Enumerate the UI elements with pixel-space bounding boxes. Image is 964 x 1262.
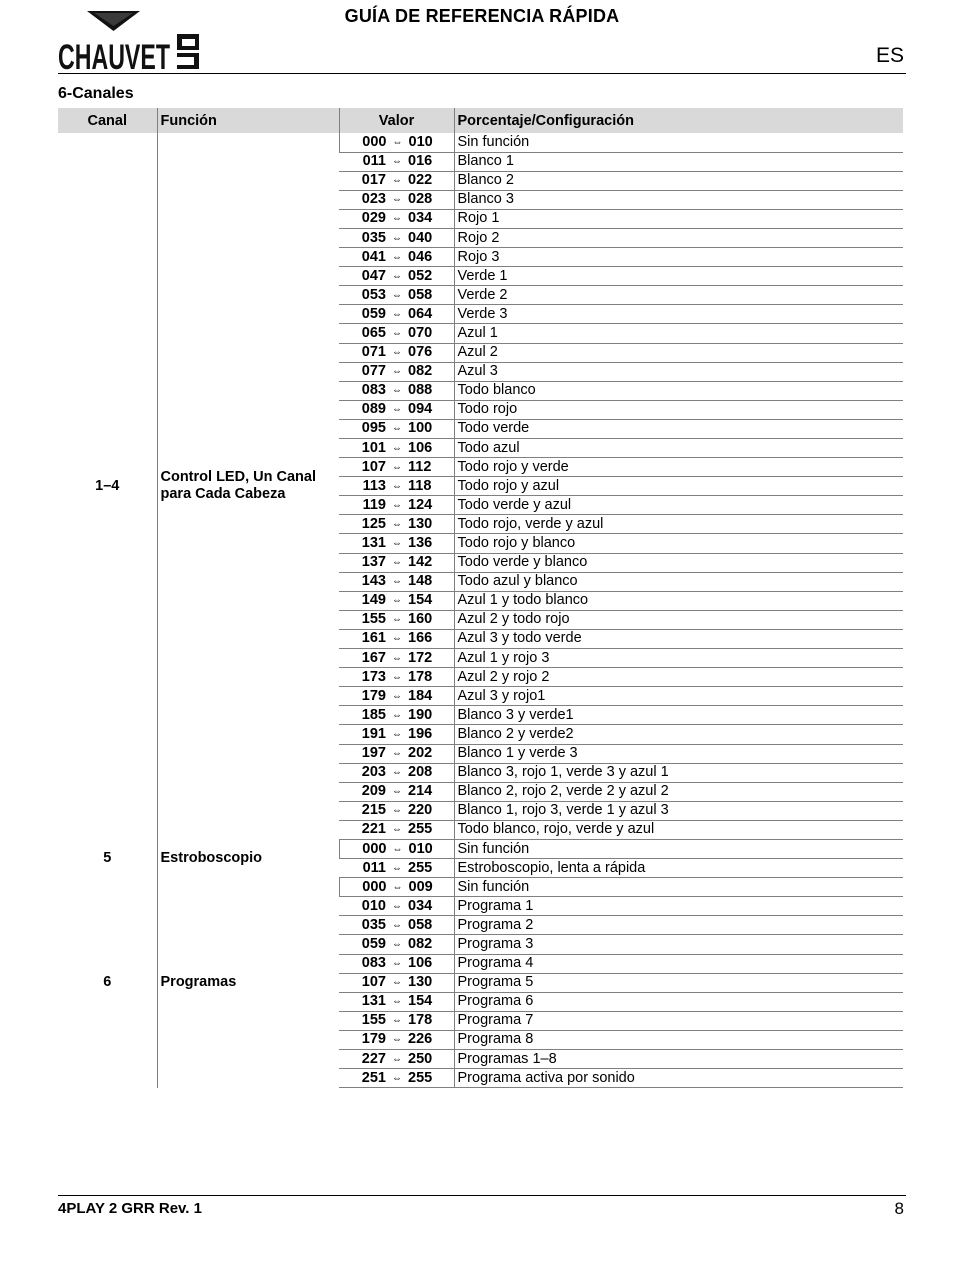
- range-end: 106: [408, 955, 433, 972]
- range-end: 052: [408, 267, 433, 284]
- value-range-cell: [339, 171, 454, 190]
- range-start: 059: [361, 305, 386, 322]
- setting-cell: Programa 6: [454, 992, 903, 1011]
- setting-cell: Estroboscopio, lenta a rápida: [454, 859, 903, 878]
- double-arrow-icon: ⇔: [392, 251, 402, 263]
- value-range-cell: [339, 324, 454, 343]
- range-start: 179: [361, 687, 386, 704]
- footer-divider: [58, 1195, 906, 1196]
- range-end: 178: [408, 1012, 433, 1029]
- range-start: 095: [361, 420, 386, 437]
- range-start: 167: [361, 649, 386, 666]
- range-start: 041: [361, 248, 386, 265]
- range-end: 058: [408, 286, 433, 303]
- range-start: 107: [361, 974, 386, 991]
- setting-cell: Todo verde y azul: [454, 496, 903, 515]
- setting-cell: Blanco 3, rojo 1, verde 3 y azul 1: [454, 763, 903, 782]
- header-funcion: Función: [157, 108, 339, 133]
- value-range-cell: [339, 687, 454, 706]
- range-end: 046: [408, 248, 433, 265]
- double-arrow-icon: ⇔: [392, 194, 402, 206]
- range-start: 107: [361, 458, 386, 475]
- table-row: [58, 878, 903, 897]
- dmx-channel-table: [58, 108, 903, 1088]
- setting-cell: Blanco 3 y verde1: [454, 706, 903, 725]
- range-end: 058: [408, 916, 433, 933]
- value-range-cell: [339, 591, 454, 610]
- setting-cell: Todo blanco: [454, 381, 903, 400]
- value-range-cell: [339, 572, 454, 591]
- setting-cell: Programa 4: [454, 954, 903, 973]
- setting-cell: Azul 3 y todo verde: [454, 629, 903, 648]
- double-arrow-icon: ⇔: [392, 156, 402, 168]
- setting-cell: Todo rojo y verde: [454, 458, 903, 477]
- setting-cell: Verde 2: [454, 286, 903, 305]
- setting-cell: Todo verde y blanco: [454, 553, 903, 572]
- table-row: [58, 839, 903, 858]
- range-end: 088: [408, 382, 433, 399]
- value-range-cell: [339, 1050, 454, 1069]
- range-end: 208: [408, 764, 433, 781]
- range-end: 255: [408, 1069, 433, 1086]
- language-code: ES: [875, 44, 904, 67]
- range-end: 184: [408, 687, 433, 704]
- table-row: [58, 133, 903, 152]
- range-end: 082: [408, 363, 433, 380]
- double-arrow-icon: ⇔: [392, 327, 402, 339]
- range-end: 034: [408, 210, 433, 227]
- range-end: 082: [408, 935, 433, 952]
- double-arrow-icon: ⇔: [392, 1053, 402, 1065]
- range-start: 191: [361, 725, 386, 742]
- page-number: 8: [894, 1199, 904, 1218]
- setting-cell: Sin función: [454, 839, 903, 858]
- double-arrow-icon: ⇔: [392, 366, 402, 378]
- double-arrow-icon: ⇔: [392, 652, 402, 664]
- double-arrow-icon: ⇔: [392, 958, 402, 970]
- double-arrow-icon: ⇔: [392, 480, 402, 492]
- double-arrow-icon: ⇔: [392, 175, 402, 187]
- double-arrow-icon: ⇔: [392, 690, 402, 702]
- double-arrow-icon: ⇔: [392, 289, 402, 301]
- double-arrow-icon: ⇔: [392, 767, 402, 779]
- double-arrow-icon: ⇔: [392, 232, 402, 244]
- range-start: 077: [361, 363, 386, 380]
- double-arrow-icon: ⇔: [392, 862, 402, 874]
- value-range-cell: [339, 935, 454, 954]
- range-end: 070: [408, 324, 433, 341]
- setting-cell: Azul 2: [454, 343, 903, 362]
- range-start: 137: [361, 554, 386, 571]
- value-range-cell: [339, 668, 454, 687]
- double-arrow-icon: ⇔: [392, 709, 402, 721]
- double-arrow-icon: ⇔: [392, 213, 402, 225]
- header-canal: Canal: [58, 108, 157, 133]
- table-body: [58, 133, 903, 1088]
- range-start: 179: [361, 1031, 386, 1048]
- setting-cell: Blanco 1, rojo 3, verde 1 y azul 3: [454, 801, 903, 820]
- value-range-cell: [339, 649, 454, 668]
- setting-cell: Azul 2 y rojo 2: [454, 668, 903, 687]
- value-range-cell: [339, 763, 454, 782]
- value-range-cell: [339, 782, 454, 801]
- range-end: 214: [408, 783, 433, 800]
- header-divider: [58, 73, 906, 74]
- range-start: 209: [361, 783, 386, 800]
- double-arrow-icon: ⇔: [392, 385, 402, 397]
- setting-cell: Azul 1: [454, 324, 903, 343]
- channel-cell: 6: [103, 974, 112, 991]
- range-end: 028: [408, 191, 433, 208]
- range-end: 148: [408, 573, 433, 590]
- range-start: 047: [361, 267, 386, 284]
- setting-cell: Programa 1: [454, 897, 903, 916]
- setting-cell: Verde 1: [454, 267, 903, 286]
- range-start: 221: [361, 821, 386, 838]
- double-arrow-icon: ⇔: [392, 748, 402, 760]
- range-start: 071: [361, 344, 386, 361]
- range-end: 196: [408, 725, 433, 742]
- range-start: 161: [361, 630, 386, 647]
- value-range-cell: [339, 859, 454, 878]
- value-range-cell: [339, 801, 454, 820]
- double-arrow-icon: ⇔: [392, 919, 402, 931]
- range-end: 220: [408, 802, 433, 819]
- setting-cell: Blanco 1: [454, 152, 903, 171]
- range-end: 022: [408, 172, 433, 189]
- range-start: 023: [361, 191, 386, 208]
- range-start: 059: [361, 935, 386, 952]
- double-arrow-icon: ⇔: [392, 423, 402, 435]
- range-start: 113: [362, 477, 386, 494]
- value-range-cell: [339, 1030, 454, 1049]
- function-cell: Control LED, Un Canal para Cada Cabeza: [157, 133, 339, 839]
- setting-cell: Todo verde: [454, 419, 903, 438]
- range-start: 010: [361, 897, 386, 914]
- range-end: 100: [408, 420, 433, 437]
- setting-cell: Programas 1–8: [454, 1050, 903, 1069]
- setting-cell: Azul 1 y rojo 3: [454, 649, 903, 668]
- value-range-cell: [339, 1011, 454, 1030]
- setting-cell: Blanco 1 y verde 3: [454, 744, 903, 763]
- value-range-cell: [339, 439, 454, 458]
- setting-cell: Rojo 1: [454, 209, 903, 228]
- range-end: 160: [408, 611, 433, 628]
- double-arrow-icon: ⇔: [392, 671, 402, 683]
- range-end: 255: [408, 859, 433, 876]
- range-end: 255: [408, 821, 433, 838]
- range-end: 118: [408, 477, 432, 494]
- setting-cell: Programa activa por sonido: [454, 1069, 903, 1088]
- double-arrow-icon: ⇔: [392, 786, 402, 798]
- setting-cell: Todo blanco, rojo, verde y azul: [454, 820, 903, 839]
- svg-text:CHAUVET: CHAUVET: [58, 38, 170, 77]
- setting-cell: Programa 3: [454, 935, 903, 954]
- range-start: 185: [361, 706, 386, 723]
- channel-cell: 5: [103, 850, 112, 867]
- setting-cell: Programa 5: [454, 973, 903, 992]
- double-arrow-icon: ⇔: [392, 977, 402, 989]
- document-id: 4PLAY 2 GRR Rev. 1: [58, 1200, 202, 1217]
- value-range-cell: [339, 343, 454, 362]
- range-end: 009: [408, 878, 433, 895]
- value-range-cell: [339, 133, 454, 152]
- range-end: 106: [408, 439, 433, 456]
- double-arrow-icon: ⇔: [392, 824, 402, 836]
- function-cell: Programas: [157, 878, 339, 1088]
- setting-cell: Azul 3 y rojo1: [454, 687, 903, 706]
- value-range-cell: [339, 267, 454, 286]
- range-start: 155: [361, 1012, 386, 1029]
- range-end: 154: [408, 592, 433, 609]
- table-header-row: [58, 108, 903, 133]
- double-arrow-icon: ⇔: [392, 1034, 402, 1046]
- value-range-cell: [339, 496, 454, 515]
- range-end: 202: [408, 745, 433, 762]
- value-range-cell: [339, 610, 454, 629]
- value-range-cell: [339, 458, 454, 477]
- value-range-cell: [339, 954, 454, 973]
- range-end: 130: [408, 515, 433, 532]
- range-start: 083: [361, 382, 386, 399]
- double-arrow-icon: ⇔: [392, 805, 402, 817]
- range-start: 197: [361, 745, 386, 762]
- double-arrow-icon: ⇔: [392, 938, 402, 950]
- setting-cell: Azul 2 y todo rojo: [454, 610, 903, 629]
- document-title: GUÍA DE REFERENCIA RÁPIDA: [344, 6, 620, 26]
- value-range-cell: [339, 629, 454, 648]
- range-start: 173: [361, 668, 386, 685]
- value-range-cell: [339, 916, 454, 935]
- value-range-cell: [339, 820, 454, 839]
- double-arrow-icon: ⇔: [392, 595, 402, 607]
- setting-cell: Todo rojo y blanco: [454, 534, 903, 553]
- range-end: 250: [408, 1050, 433, 1067]
- range-start: 000: [362, 133, 387, 150]
- header-porcentaje: Porcentaje/Configuración: [454, 108, 903, 133]
- double-arrow-icon: ⇔: [392, 557, 402, 569]
- setting-cell: Blanco 2 y verde2: [454, 725, 903, 744]
- setting-cell: Verde 3: [454, 305, 903, 324]
- range-start: 131: [361, 535, 386, 552]
- value-range-cell: [339, 897, 454, 916]
- value-range-cell: [339, 152, 454, 171]
- double-arrow-icon: ⇔: [392, 900, 402, 912]
- value-range-cell: [339, 706, 454, 725]
- value-range-cell: [339, 228, 454, 247]
- setting-cell: Todo rojo: [454, 400, 903, 419]
- double-arrow-icon: ⇔: [392, 499, 402, 511]
- range-start: 011: [362, 153, 386, 170]
- value-range-cell: [339, 400, 454, 419]
- double-arrow-icon: ⇔: [392, 728, 402, 740]
- range-end: 010: [408, 133, 433, 150]
- range-start: 053: [361, 286, 386, 303]
- value-range-cell: [339, 190, 454, 209]
- double-arrow-icon: ⇔: [392, 633, 402, 645]
- range-start: 000: [362, 878, 387, 895]
- range-end: 034: [408, 897, 433, 914]
- value-range-cell: [339, 381, 454, 400]
- value-range-cell: [339, 1069, 454, 1088]
- range-end: 076: [408, 344, 433, 361]
- range-end: 016: [408, 153, 433, 170]
- range-start: 149: [361, 592, 386, 609]
- double-arrow-icon: ⇔: [392, 461, 402, 473]
- range-start: 065: [361, 324, 386, 341]
- range-end: 010: [408, 840, 433, 857]
- range-start: 251: [361, 1069, 386, 1086]
- setting-cell: Blanco 2: [454, 171, 903, 190]
- double-arrow-icon: ⇔: [392, 347, 402, 359]
- range-start: 083: [361, 955, 386, 972]
- range-start: 101: [361, 439, 386, 456]
- double-arrow-icon: ⇔: [392, 576, 402, 588]
- range-end: 142: [408, 554, 433, 571]
- range-start: 089: [361, 401, 386, 418]
- value-range-cell: [339, 839, 454, 858]
- setting-cell: Sin función: [454, 878, 903, 897]
- range-start: 155: [361, 611, 386, 628]
- section-title: 6-Canales: [58, 85, 134, 102]
- double-arrow-icon: ⇔: [392, 308, 402, 320]
- range-start: 203: [361, 764, 386, 781]
- value-range-cell: [339, 305, 454, 324]
- setting-cell: Azul 3: [454, 362, 903, 381]
- value-range-cell: [339, 553, 454, 572]
- value-range-cell: [339, 286, 454, 305]
- double-arrow-icon: ⇔: [392, 996, 402, 1008]
- range-start: 035: [361, 916, 386, 933]
- double-arrow-icon: ⇔: [392, 1072, 402, 1084]
- setting-cell: Sin función: [454, 133, 903, 152]
- range-end: 040: [408, 229, 433, 246]
- value-range-cell: [339, 209, 454, 228]
- range-start: 227: [361, 1050, 386, 1067]
- double-arrow-icon: ⇔: [392, 518, 402, 530]
- setting-cell: Todo azul: [454, 439, 903, 458]
- setting-cell: Blanco 3: [454, 190, 903, 209]
- setting-cell: Programa 8: [454, 1030, 903, 1049]
- double-arrow-icon: ⇔: [392, 1015, 402, 1027]
- value-range-cell: [339, 534, 454, 553]
- range-start: 143: [361, 573, 386, 590]
- double-arrow-icon: ⇔: [392, 881, 403, 893]
- range-end: 190: [408, 706, 433, 723]
- double-arrow-icon: ⇔: [392, 270, 402, 282]
- value-range-cell: [339, 992, 454, 1011]
- setting-cell: Azul 1 y todo blanco: [454, 591, 903, 610]
- range-end: 226: [408, 1031, 433, 1048]
- range-start: 029: [361, 210, 386, 227]
- setting-cell: Programa 7: [454, 1011, 903, 1030]
- double-arrow-icon: ⇔: [392, 442, 402, 454]
- double-arrow-icon: ⇔: [392, 843, 403, 855]
- setting-cell: Todo rojo, verde y azul: [454, 515, 903, 534]
- range-end: 124: [408, 496, 433, 513]
- setting-cell: Todo azul y blanco: [454, 572, 903, 591]
- double-arrow-icon: ⇔: [392, 404, 402, 416]
- channel-cell: 1–4: [95, 477, 120, 494]
- value-range-cell: [339, 744, 454, 763]
- range-end: 130: [408, 974, 433, 991]
- value-range-cell: [339, 248, 454, 267]
- value-range-cell: [339, 515, 454, 534]
- setting-cell: Rojo 2: [454, 228, 903, 247]
- setting-cell: Rojo 3: [454, 248, 903, 267]
- range-end: 178: [408, 668, 433, 685]
- value-range-cell: [339, 362, 454, 381]
- range-end: 154: [408, 993, 433, 1010]
- value-range-cell: [339, 725, 454, 744]
- range-start: 131: [361, 993, 386, 1010]
- setting-cell: Todo rojo y azul: [454, 477, 903, 496]
- range-end: 112: [408, 458, 432, 475]
- range-end: 064: [408, 305, 433, 322]
- range-start: 011: [362, 859, 386, 876]
- range-end: 136: [408, 535, 433, 552]
- range-end: 094: [408, 401, 433, 418]
- range-start: 119: [362, 496, 386, 513]
- function-cell: Estroboscopio: [157, 839, 339, 877]
- setting-cell: Programa 2: [454, 916, 903, 935]
- range-end: 172: [408, 649, 433, 666]
- value-range-cell: [339, 419, 454, 438]
- setting-cell: Blanco 2, rojo 2, verde 2 y azul 2: [454, 782, 903, 801]
- value-range-cell: [339, 973, 454, 992]
- range-start: 017: [361, 172, 386, 189]
- double-arrow-icon: ⇔: [392, 614, 402, 626]
- value-range-cell: [339, 878, 454, 897]
- header-valor: Valor: [339, 108, 454, 133]
- range-end: 166: [408, 630, 433, 647]
- range-start: 000: [362, 840, 387, 857]
- range-start: 125: [361, 515, 386, 532]
- double-arrow-icon: ⇔: [392, 538, 402, 550]
- range-start: 035: [361, 229, 386, 246]
- double-arrow-icon: ⇔: [392, 136, 403, 148]
- value-range-cell: [339, 477, 454, 496]
- range-start: 215: [361, 802, 386, 819]
